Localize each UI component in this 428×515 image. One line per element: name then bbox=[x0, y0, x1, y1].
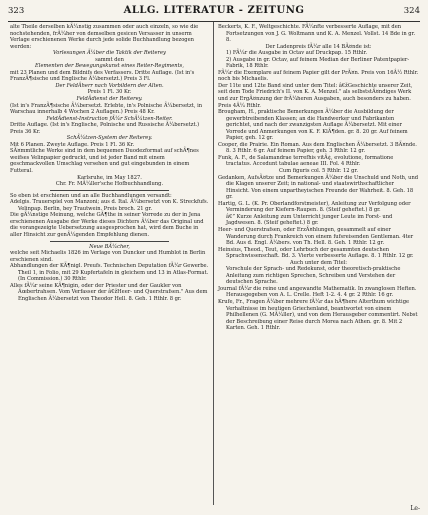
section-divider bbox=[50, 190, 169, 191]
left-column bbox=[10, 24, 209, 302]
left-paragraph: (Ist in's FranzÃ¶sische Ã¼bersetzt. Erlebte, in's Polnische Ã¼bersetzt, in Warschau innerhalb 4 Wochen 2 Auflagen.) Preis 48 Kr. bbox=[10, 102, 203, 116]
left-paragraph: welche seit Michaelis 1826 im Verlage von Duncker und Humblot in Berlin erschienen sind. bbox=[10, 250, 206, 263]
left-paragraph: Der FeldÂherr nach Vorbildern der Alten. bbox=[55, 82, 164, 89]
right-paragraph: Brougham, H., praktische Bemerkungen Ã¼ber die Ausbildung der gewerbtreibenden Klassen; an die Handwerker und Fabrikanten gerichtet, und nach der zwanzigsten Auflage Ã¼bersetzt. Mit einer Vorrede und Anmerkungen von K. F. KlÃ¶den. gr. 8. 20 gr. Auf feinem Papier, geh. 12 gr. bbox=[218, 109, 408, 142]
right-paragraph: Krufe, Fr., Fragen Ã¼ber mehrere fÃ¼r das hÃ¶here Alterthum wichtige Verhaltnisse im heutigen Griechenland, beantwortet von einem Philhellenen (G. MÃ¼ller), und von dem Herausgeber commentirt. Nebst der Beschreibung einer Reise durch Morea nach Athen. gr. 8. Mit 2 Karten. Geh. 1 Rthlr. bbox=[218, 298, 418, 332]
header-rule bbox=[8, 21, 420, 22]
left-paragraph: SchÃ¼tzen-System der Reiterey. bbox=[66, 135, 153, 142]
left-paragraph: sammt den bbox=[95, 56, 124, 63]
right-paragraph: Vorschule der Sprach- und Redekunst, oder theoretisch-praktische Anleitung zum richtigen Sprechen, Schreiben und Verstehen der deutschen Sprache. bbox=[226, 266, 401, 286]
section-divider bbox=[50, 241, 169, 242]
right-paragraph: Der 11te und 12te Band sind unter dem Titel: â€žGeschichte unserer Zeit, seit dem Tode Friedrich's II. von K. A. Menzel." als selbststÃ¤ndiges Werk und zur ErgÃ¤nzung der frÃ¼heren Ausgaben, auch besonders zu haben. Preis 4Â¼ Rthlr. bbox=[218, 82, 413, 109]
right-paragraph: Der Ladenpreis fÃ¼r alle 14 BÃ¤nde ist: bbox=[265, 43, 372, 50]
page-number-right: 324 bbox=[403, 6, 420, 16]
left-paragraph: SÃ¤mmtliche Werke sind in dem bequemen Duodezformat auf schÃ¶nes weifses Velinpapier gedruckt, und ist jeder Band mit einem geschmackvollen Umschlag versehen und gut eingebunden in einem Futteral. bbox=[10, 148, 199, 175]
column-divider bbox=[213, 22, 214, 505]
left-paragraph: Alles fÃ¼r seine KÃ¶nigin, oder der Priester und der Gaukler von Ãœbertrahsen. Vom Verfasser der â€žHeer- und Querstrafsen." Aus dem Englischen Ã¼bersetzt von Theodor Hell. 8. Geh. 1 Rthlr. 8 gr. bbox=[10, 282, 208, 302]
left-paragraph: FeldÂdienst der Reiterey. bbox=[76, 96, 143, 103]
left-paragraph: FeldÂdienst-Instruction fÃ¼r SchÃ¼tzen-Reiter. bbox=[46, 115, 173, 122]
left-paragraph: mit 23 Planen und dem Bildnifs des Verfassers. Dritte Auflage. (Ist in's FranzÃ¶sische und Englische Ã¼bersetzt.) Preis 3 Fl. bbox=[10, 69, 195, 83]
left-paragraph: Elementen der Bewegungskunst eines Reiter-Regiments, bbox=[35, 63, 184, 70]
right-paragraph: Auch unter dem Titel: bbox=[289, 259, 348, 266]
right-paragraph: Journal fÃ¼r die reine und angewandte Mathematik. In zwanglosen Heften. Herausgegeben von A. L. Crelle. Heft 1-2. 4. 4 gr. 2 Rthlr. 16 gr. bbox=[218, 285, 417, 299]
right-paragraph: FÃ¼r die Exemplare auf feinem Papier gilt der PrÃ¤n. Preis von 16Â½ Rthlr. noch bis Michaelis. bbox=[218, 69, 419, 83]
left-paragraph: Abhandlungen der KÃ¶nigl. Preufs. Technischen Deputation fÃ¼r Gewerbe. Theil 1, in Folio, mit 29 Kupfertafeln in gleichem und 13 in Atlas-Format. (In Commission.) 30 Rthlr. bbox=[10, 263, 209, 283]
right-paragraph: â€” Kurze Anleitung zum Unterricht junger Leute im Forst- und Jagdwesen. 8. (Steif geheftet.) 8 gr. bbox=[226, 213, 393, 227]
left-paragraph: Adelgis. Trauerspiel von Manzoni; aus d. Ital. Ã¼bersetzt von K. Streckfufs. Velinpap. Berlin, bey Trautwein. Preis broch. 21 gr. bbox=[10, 199, 209, 212]
right-paragraph: Funk, A. F., de Salamandrae terrefhis vitÃ¢, evolutione, formatione tractatus. Accedunt tabulae aeneae III. Fol. 4 Rthlr. bbox=[218, 154, 394, 168]
left-paragraph: Mit 6 Planen. Zweyte Auflage. Preis 1 Fl. 36 Kr. bbox=[10, 141, 135, 148]
page-number-left: 323 bbox=[8, 6, 25, 16]
left-paragraph: Preis 1 Fl. 30 Kr. bbox=[87, 89, 132, 96]
right-paragraph: 2) Ausgabe in gr. Octav, auf feinem Median der Berliner Patentpapier-Fabrik, 18 Rthlr. bbox=[226, 56, 410, 70]
journal-title: ALLG. LITERATUR - ZEITUNG bbox=[123, 5, 305, 16]
left-paragraph: Dritte Auflage. (Ist in's Englische, Polnische und Russische Ã¼bersetzt.) Preis 36 Kr. bbox=[10, 122, 200, 135]
right-column bbox=[218, 24, 419, 332]
left-paragraph: Neue BÃ¼cher, bbox=[89, 243, 130, 250]
right-paragraph: Cooper, die Prairie. Ein Roman. Aus dem Englischen Ã¼bersetzt. 3 BÃ¤nde. 8. 3 Rthlr. 6 gr. Auf feinem Papier, geh. 3 Rthlr. 12 gr. bbox=[218, 141, 417, 155]
left-paragraph: Karlsruhe, im May 1827. bbox=[77, 174, 142, 181]
right-paragraph: Heinsius, Theod., Teut, oder Lehrbuch der gesammten deutschen Sprachwissenschaft. Bd. 3. Vierte verbesserte Auflage. 8. 1 Rthlr. 12 gr. bbox=[218, 246, 414, 260]
right-paragraph: Gedanken, AufsÃ¤tze und Bemerkungen Ã¼ber die Unschuld und Noth, und die Klagen unserer Zeit; in national- und staatswirthschaftlicher Hinsicht. Von einem unpartheyischen Freunde der Wahrheit. 8. Geh. 18 gr. bbox=[218, 174, 419, 201]
right-paragraph: Hartig, G. L. (K. Pr. Oberlandforstmeister), Anleitung zur Verfolgung oder Verminderung der Kiefern-Raupen. 8. (Steif geheftet.) 8 gr. bbox=[218, 200, 411, 214]
left-paragraph: Vorlesungen Ã¼ber die Taktik der Reiterey bbox=[53, 50, 166, 57]
left-paragraph: alte Theile derselben kÃ¼nstig zusammen oder auch einzeln, so wie die nochstehenden, frÃ¼her von demselben gesicen Versasser in unserm Verlage erschienenen Werke durch jede solide Buchhandlung bezogen werden: bbox=[10, 24, 199, 50]
right-paragraph: 1) FÃ¼r die Ausgabe in Octav auf Druckpap. 15 Rthlr. bbox=[226, 50, 368, 57]
right-paragraph: Heer- und Querstrafsen, oder ErzÃ¤hlungen, gesammelt auf einer Wanderung durch Frankreich von einem fufsreisenden Gentleman. 4ter Bd. Aus d. Engl. Ã¼bers. von Th. Hell. 8. Geh. 1 Rthlr. 12 gr. bbox=[218, 226, 414, 247]
right-paragraph: Beckerts, K. F., Weltgeschichte. FÃ¼nfte verbesserte Auflage, mit den Fortsetzungen von J. G. Woltmann und K. A. Menzel. Vollst. 14 Bde in gr. 8. bbox=[218, 24, 416, 44]
catchword: Le- bbox=[410, 505, 420, 512]
right-paragraph: Cum figuris col. 5 Rthlr. 12 gr. bbox=[279, 168, 358, 175]
left-paragraph: So eben ist erschienen und an alle Buchhandlungen versandt: bbox=[10, 192, 172, 199]
page-header bbox=[8, 6, 420, 20]
left-paragraph: Die gÃ¼nstige Meinung, welche GÃ¶the in seiner Vorrede zu der in Jena erschienenen Ausgabe der Werke dieses Dichters Ã¼ber das Original und die vorangezeigte Uebersetzung ausgesprochen hat, wird dem Buche in aller Hinsicht zur genÃ¼genden Empfehlung dienen. bbox=[10, 212, 204, 238]
left-paragraph: Chr. Fr. MÃ¼ller'sche Hofbuchhandlung. bbox=[55, 181, 164, 188]
